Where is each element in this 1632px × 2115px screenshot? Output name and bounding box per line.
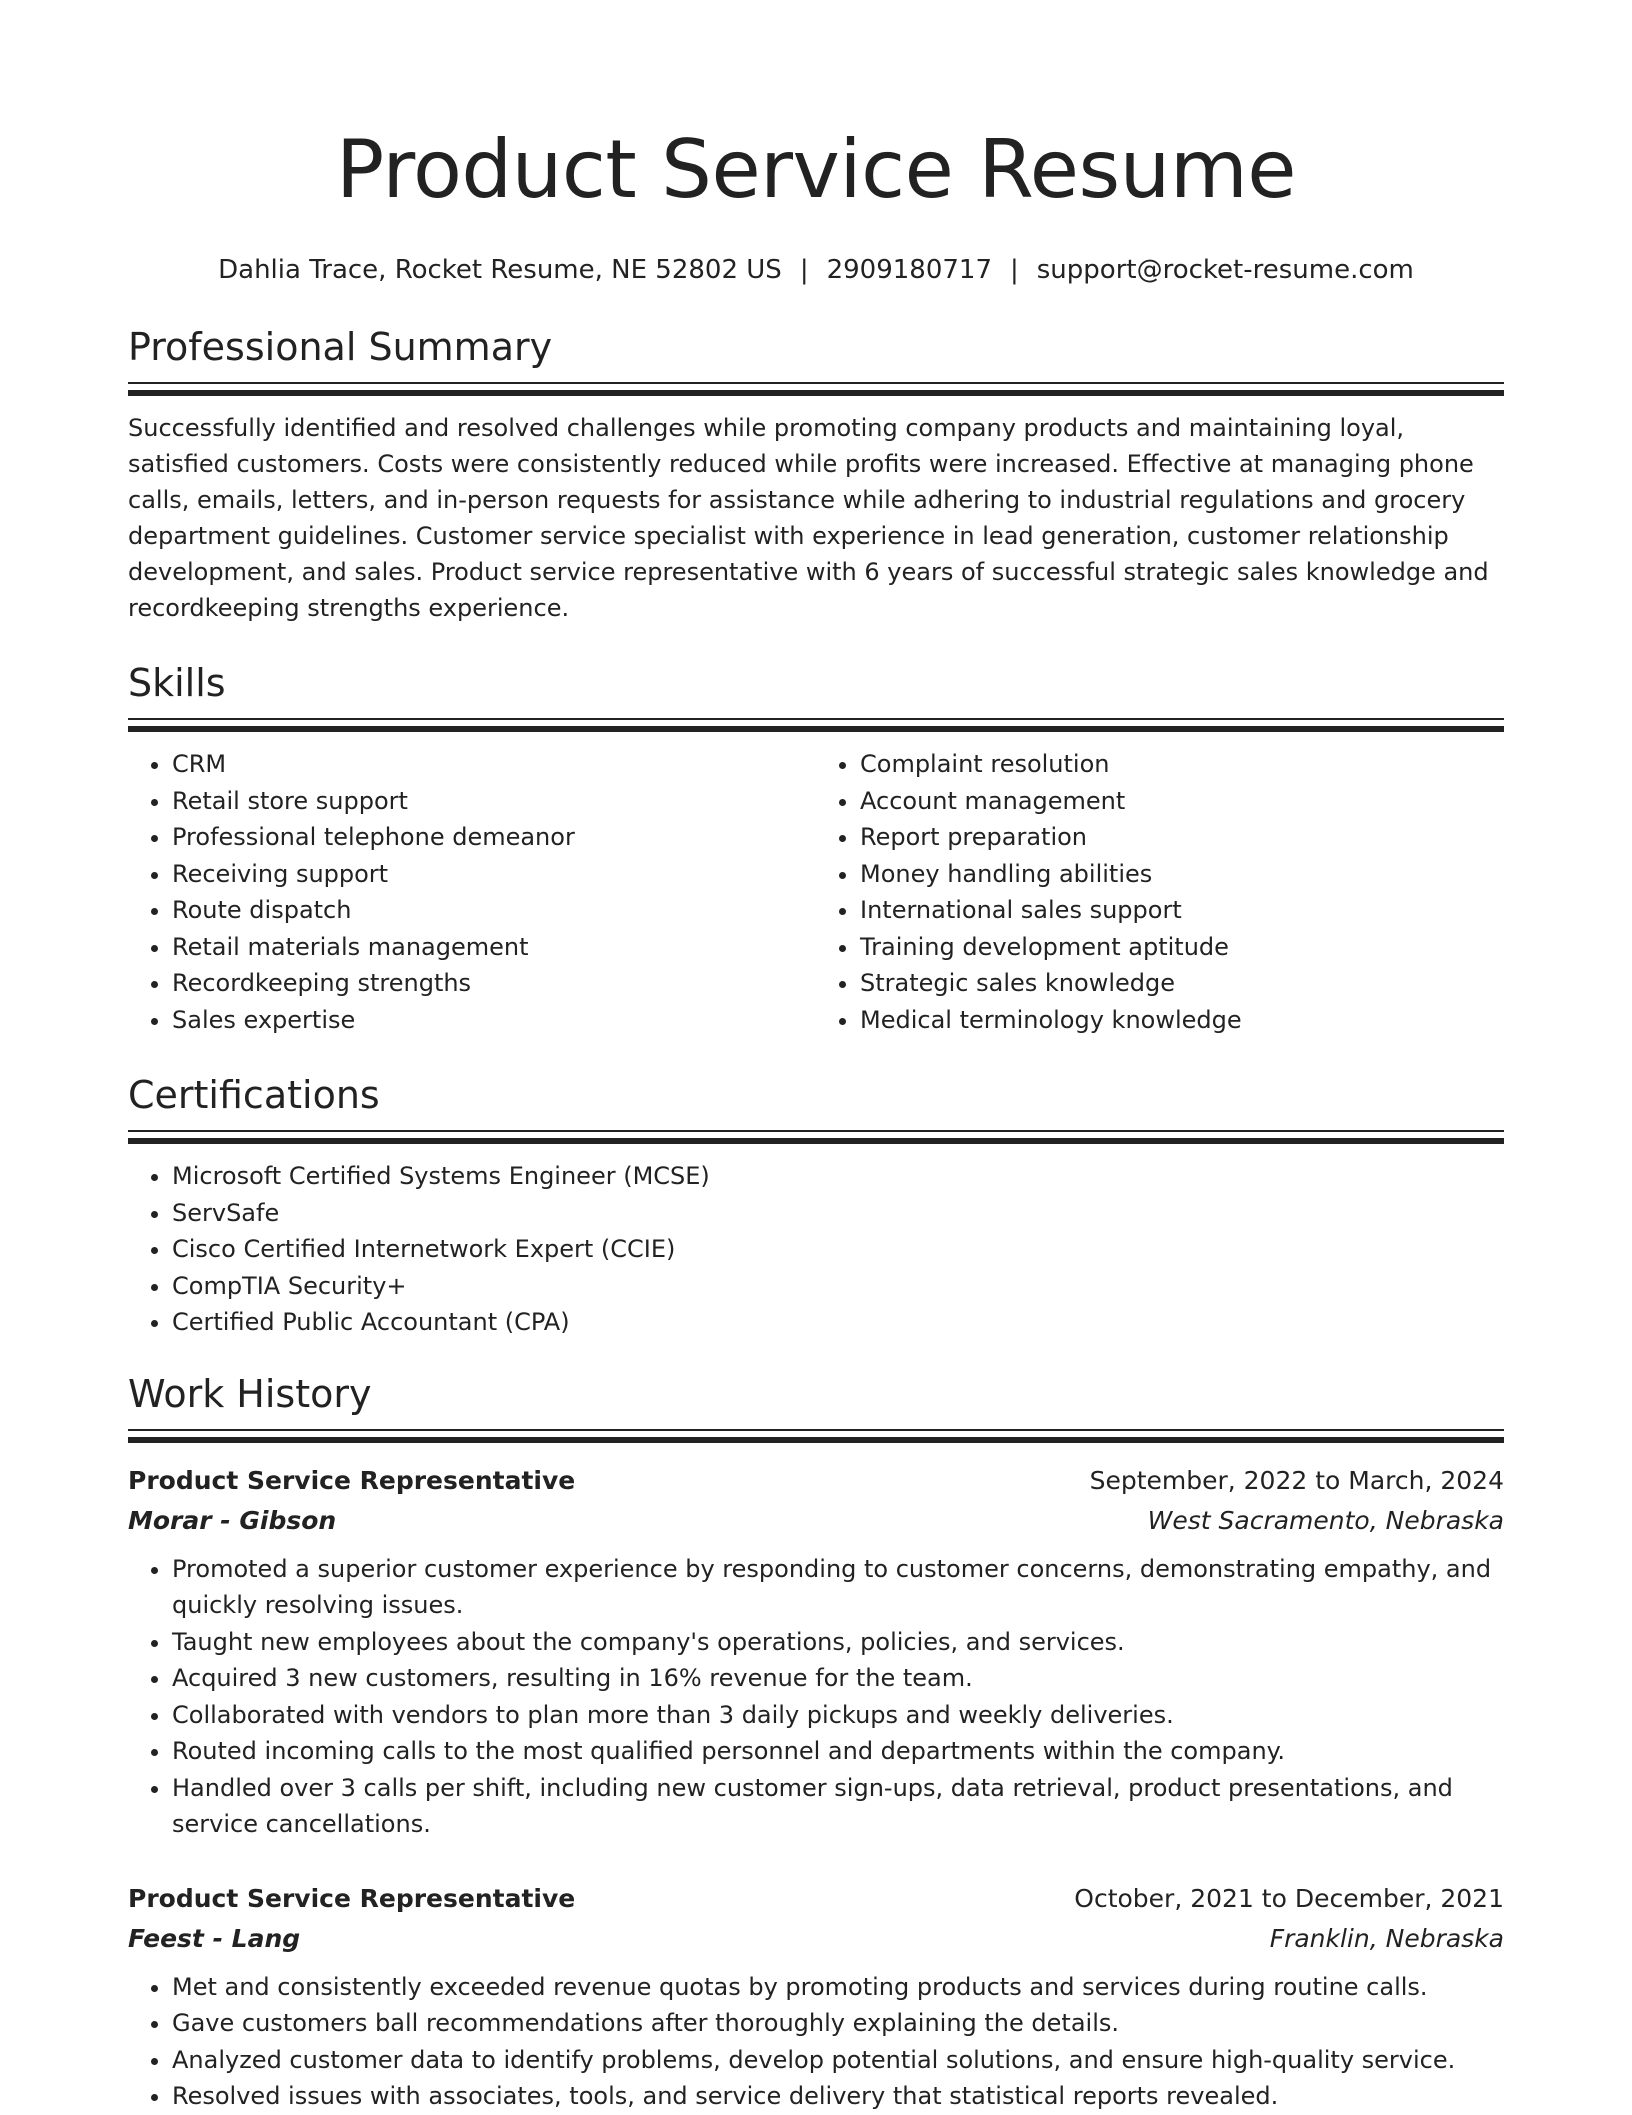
certifications-list <box>128 1158 1504 1341</box>
contact-line <box>128 254 1504 286</box>
certifications-section <box>128 1072 1504 1341</box>
jobs-list <box>128 1461 1504 2115</box>
section-divider <box>128 1429 1504 1443</box>
section-heading: Work History <box>128 1371 372 1416</box>
list-item: • CRM <box>172 746 816 783</box>
list-item: • Receiving support <box>172 856 816 893</box>
section-divider <box>128 1130 1504 1144</box>
list-item: • Certified Public Accountant (CPA) <box>172 1304 1504 1341</box>
list-item: • Promoted a superior customer experience by responding to customer concerns, demonstrating empathy, and quickly resolving issues. <box>172 1551 1504 1624</box>
list-item: • Taught new employees about the company's operations, policies, and services. <box>172 1624 1504 1661</box>
skills-list-left <box>128 746 816 1038</box>
list-item: • ServSafe <box>172 1195 1504 1232</box>
list-item: • Gave customers ball recommendations after thoroughly explaining the details. <box>172 2005 1504 2042</box>
section-heading: Skills <box>128 661 226 705</box>
list-item: • Cisco Certified Internetwork Expert (CCIE) <box>172 1231 1504 1268</box>
skills-grid <box>128 746 1504 1038</box>
job-title: Product Service Representative <box>128 1465 576 1495</box>
section-heading: Certifications <box>128 1073 380 1117</box>
list-item: • Sales expertise <box>172 1002 816 1039</box>
list-item: • Met and consistently exceeded revenue quotas by promoting products and services during routine calls. <box>172 1969 1504 2006</box>
skills-list-right <box>816 746 1504 1038</box>
list-item: • Complaint resolution <box>860 746 1504 783</box>
job-location: West Sacramento, Nebraska <box>1147 1505 1504 1535</box>
job-company-row <box>128 1501 1504 1541</box>
list-item: • Handled over 3 calls per shift, including new customer sign-ups, data retrieval, product presentations, and service cancellations. <box>172 1770 1504 1843</box>
list-item: • Strategic sales knowledge <box>860 965 1504 1002</box>
job-entry <box>128 1879 1504 2115</box>
summary-section <box>128 324 1504 626</box>
work-history-section <box>128 1371 1504 2115</box>
list-item: • Routed incoming calls to the most qualified personnel and departments within the company. <box>172 1733 1504 1770</box>
skills-section <box>128 660 1504 1038</box>
contact-address: Dahlia Trace, Rocket Resume, NE 52802 US <box>218 255 782 285</box>
contact-phone: 2909180717 <box>826 255 992 285</box>
job-location: Franklin, Nebraska <box>1269 1923 1504 1953</box>
job-company: Feest - Lang <box>128 1923 301 1953</box>
job-company: Morar - Gibson <box>128 1505 337 1535</box>
list-item: • Report preparation <box>860 819 1504 856</box>
summary-text: Successfully identified and resolved challenges while promoting company products and maintaining loyal, satisfied customers. Costs were consistently reduced while profits were increased. Effective at managing phone calls, emails, letters, and in-person requests for assistance while adhering to industrial regulations and grocery department guidelines. Customer service specialist with experience in lead generation, customer relationship development, and sales. Product service representative with 6 years of successful strategic sales knowledge and recordkeeping strengths experience. <box>128 414 1489 622</box>
job-header-row <box>128 1461 1504 1501</box>
job-title: Product Service Representative <box>128 1883 576 1913</box>
list-item: • Recordkeeping strengths <box>172 965 816 1002</box>
list-item: • Resolved issues with associates, tools, and service delivery that statistical reports revealed. <box>172 2078 1504 2115</box>
list-item: • Collaborated with vendors to plan more than 3 daily pickups and weekly deliveries. <box>172 1697 1504 1734</box>
list-item: • Training development aptitude <box>860 929 1504 966</box>
list-item: • CompTIA Security+ <box>172 1268 1504 1305</box>
list-item: • Microsoft Certified Systems Engineer (MCSE) <box>172 1158 1504 1195</box>
section-divider <box>128 718 1504 732</box>
list-item: • Medical terminology knowledge <box>860 1002 1504 1039</box>
list-item: • Acquired 3 new customers, resulting in 16% revenue for the team. <box>172 1660 1504 1697</box>
job-company-row <box>128 1919 1504 1959</box>
job-bullets <box>128 1969 1504 2115</box>
list-item: • Account management <box>860 783 1504 820</box>
section-divider <box>128 382 1504 396</box>
resume-title: Product Service Resume <box>335 123 1296 216</box>
list-item: • Retail materials management <box>172 929 816 966</box>
list-item: • Route dispatch <box>172 892 816 929</box>
contact-separator: | <box>1010 255 1019 285</box>
job-bullets <box>128 1551 1504 1843</box>
job-header-row <box>128 1879 1504 1919</box>
contact-email: support@rocket-resume.com <box>1036 255 1414 285</box>
list-item: • Analyzed customer data to identify problems, develop potential solutions, and ensure high-quality service. <box>172 2042 1504 2079</box>
contact-separator: | <box>799 255 809 285</box>
job-dates: October, 2021 to December, 2021 <box>1074 1883 1504 1913</box>
list-item: • Retail store support <box>172 783 816 820</box>
list-item: • Professional telephone demeanor <box>172 819 816 856</box>
job-dates: September, 2022 to March, 2024 <box>1089 1465 1504 1495</box>
job-entry <box>128 1461 1504 1843</box>
list-item: • Money handling abilities <box>860 856 1504 893</box>
section-heading: Professional Summary <box>128 325 553 369</box>
list-item: • International sales support <box>860 892 1504 929</box>
